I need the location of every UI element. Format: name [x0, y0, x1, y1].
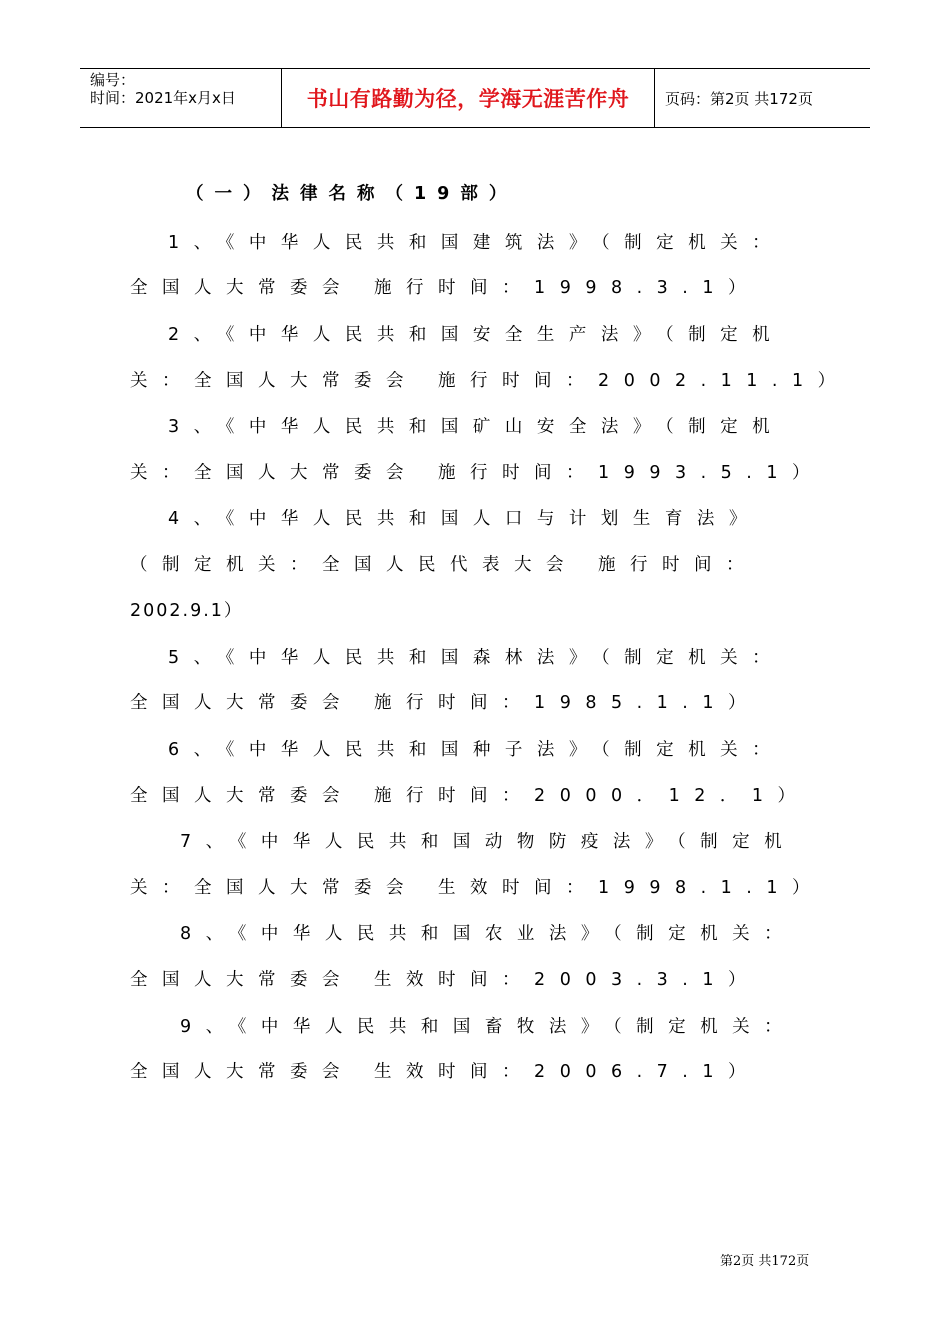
- list-item-line: 7、《中华人民共和国动物防疫法》（制定机: [180, 832, 797, 852]
- list-item-line: 全国人大常委会 生效时间：2006.7.1）: [130, 1062, 760, 1082]
- list-item-line: 9、《中华人民共和国畜牧法》（制定机关：: [180, 1017, 797, 1037]
- list-item-line: 2、《中华人民共和国安全生产法》（制定机: [168, 325, 785, 345]
- section-title: （一）法律名称（19部）: [186, 184, 518, 204]
- page-header: [80, 68, 870, 128]
- list-item-line: （制定机关：全国人民代表大会 施行时间：: [130, 555, 759, 575]
- list-item-line: 3、《中华人民共和国矿山安全法》（制定机: [168, 417, 785, 437]
- list-item-line: 4、《中华人民共和国人口与计划生育法》: [168, 509, 761, 529]
- list-item-line: 1、《中华人民共和国建筑法》（制定机关：: [168, 233, 785, 253]
- list-item-line: 关：全国人大常委会 生效时间：1998.1.1）: [130, 878, 824, 898]
- list-item-line: 5、《中华人民共和国森林法》（制定机关：: [168, 648, 785, 668]
- header-meta: [80, 69, 282, 127]
- number-label: 编号：: [90, 71, 136, 89]
- page-footer: 第2页 共172页: [720, 1254, 810, 1269]
- list-item-line: 全国人大常委会 施行时间：1985.1.1）: [130, 693, 760, 713]
- list-item-line: 6、《中华人民共和国种子法》（制定机关：: [168, 740, 785, 760]
- list-item-line: 关：全国人大常委会 施行时间：2002.11.1）: [130, 371, 850, 391]
- list-item-line: 关：全国人大常委会 施行时间：1993.5.1）: [130, 463, 824, 483]
- header-motto: 书山有路勤为径，学海无涯苦作舟: [282, 69, 655, 127]
- list-item-line: 全国人大常委会 施行时间：2000．12．1）: [130, 786, 810, 806]
- list-item-line: 2002.9.1）: [130, 601, 244, 621]
- list-item-line: 全国人大常委会 施行时间：1998.3.1）: [130, 278, 760, 298]
- time-label: 时间：2021年x月x日: [90, 89, 236, 107]
- list-item-line: 8、《中华人民共和国农业法》（制定机关：: [180, 924, 797, 944]
- list-item-line: 全国人大常委会 生效时间：2003.3.1）: [130, 970, 760, 990]
- header-page-info: 页码：第2页 共172页: [665, 89, 813, 108]
